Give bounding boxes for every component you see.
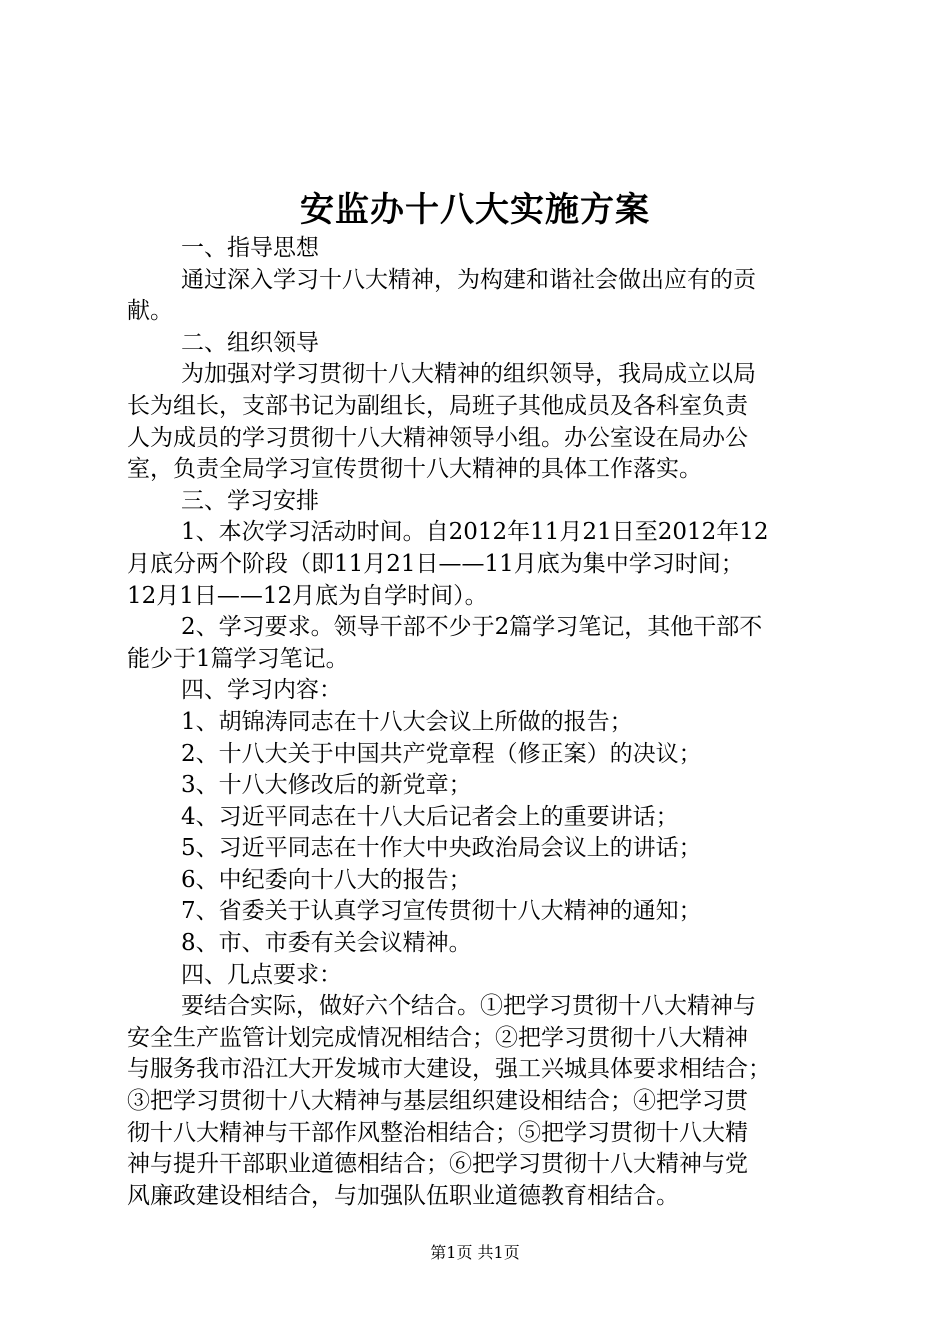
paragraph-line: 1、本次学习活动时间。自2012年11月21日至2012年12 <box>181 519 769 546</box>
paragraph-line: 献。 <box>127 298 173 325</box>
paragraph-line: 风廉政建设相结合，与加强队伍职业道德教育相结合。 <box>127 1182 679 1209</box>
paragraph-line: 长为组长，支部书记为副组长，局班子其他成员及各科室负责 <box>127 392 748 419</box>
paragraph-line: 要结合实际，做好六个结合。①把学习贯彻十八大精神与 <box>181 993 756 1020</box>
paragraph-line: 室，负责全局学习宣传贯彻十八大精神的具体工作落实。 <box>127 456 702 483</box>
paragraph-line: ③把学习贯彻十八大精神与基层组织建设相结合；④把学习贯 <box>127 1088 748 1115</box>
document-body <box>127 233 837 1212</box>
paragraph-line: 月底分两个阶段（即11月21日——11月底为集中学习时间； <box>127 550 744 577</box>
list-item: 1、胡锦涛同志在十八大会议上所做的报告； <box>181 708 633 735</box>
list-item: 4、习近平同志在十八大后记者会上的重要讲话； <box>181 803 679 830</box>
heading-requirements: 四、几点要求： <box>181 961 342 988</box>
heading-organization: 二、组织领导 <box>181 329 319 356</box>
paragraph-line: 彻十八大精神与干部作风整治相结合；⑤把学习贯彻十八大精 <box>127 1119 748 1146</box>
list-item: 6、中纪委向十八大的报告； <box>181 866 472 893</box>
paragraph-line: 2、学习要求。领导干部不少于2篇学习笔记，其他干部不 <box>181 614 763 641</box>
list-item: 3、十八大修改后的新党章； <box>181 772 472 799</box>
list-item: 8、市、市委有关会议精神。 <box>181 930 472 957</box>
list-item: 2、十八大关于中国共产党章程（修正案）的决议； <box>181 740 702 767</box>
paragraph-line: 12月1日——12月底为自学时间）。 <box>127 582 488 609</box>
paragraph-line: 能少于1篇学习笔记。 <box>127 645 349 672</box>
paragraph-line: 为加强对学习贯彻十八大精神的组织领导，我局成立以局 <box>181 361 756 388</box>
paragraph-line: 人为成员的学习贯彻十八大精神领导小组。办公室设在局办公 <box>127 424 748 451</box>
heading-study-content: 四、学习内容： <box>181 677 342 704</box>
heading-guiding-thought: 一、指导思想 <box>181 235 319 261</box>
page-footer: 第1页 共1页 <box>430 1243 520 1262</box>
heading-study-arrangement: 三、学习安排 <box>181 487 319 514</box>
list-item: 5、习近平同志在十作大中央政治局会议上的讲话； <box>181 835 702 862</box>
document-title: 安监办十八大实施方案 <box>300 190 650 230</box>
paragraph-line: 通过深入学习十八大精神，为构建和谐社会做出应有的贡 <box>181 266 756 293</box>
paragraph-line: 安全生产监管计划完成情况相结合；②把学习贯彻十八大精神 <box>127 1024 748 1051</box>
paragraph-line: 神与提升干部职业道德相结合；⑥把学习贯彻十八大精神与党 <box>127 1151 748 1178</box>
paragraph-line: 与服务我市沿江大开发城市大建设，强工兴城具体要求相结合； <box>127 1056 771 1083</box>
list-item: 7、省委关于认真学习宣传贯彻十八大精神的通知； <box>181 898 702 925</box>
